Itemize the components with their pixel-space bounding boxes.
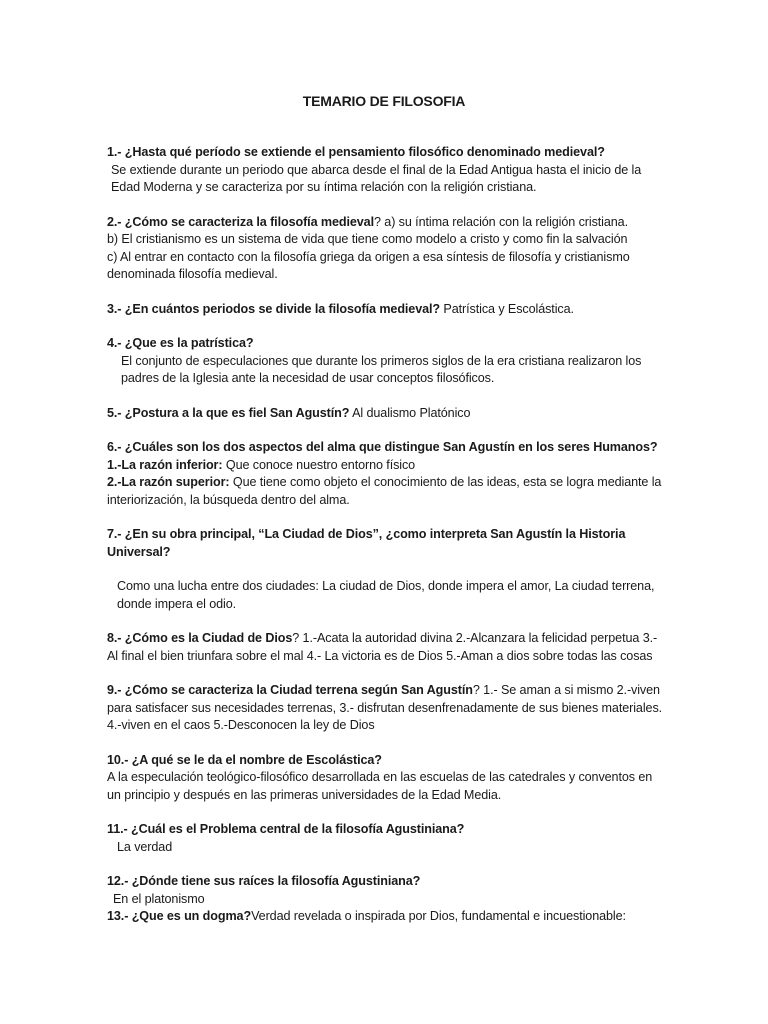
question-block-4: [107, 335, 667, 388]
answer-5: Al dualismo Platónico: [349, 405, 471, 420]
question-10: 10.- ¿A qué se le da el nombre de Escolástica?: [107, 752, 382, 767]
question-6: 6.- ¿Cuáles son los dos aspectos del alma que distingue San Agustín en los seres Humanos?: [107, 440, 658, 454]
question-3: 3.- ¿En cuántos periodos se divide la filosofía medieval?: [107, 301, 441, 316]
answer-9: ? 1.- Se aman a si mismo 2.-viven para satisfacer sus necesidades terrenas, 3.- disfrutan desenfrenadamente de sus bienes materiales. 4.-viven en el caos 5.-Desconocen la ley de Dios: [107, 683, 663, 732]
sub-text-6-1: Que conoce nuestro entorno físico: [222, 457, 416, 472]
document-body: [107, 144, 667, 943]
sub-label-6-2: 2.-La razón superior:: [107, 475, 230, 489]
answer-2b: b) El cristianismo es un sistema de vida que tiene como modelo a cristo y como fin la salvación: [107, 232, 628, 246]
question-13: 13.- ¿Que es un dogma?: [107, 909, 252, 923]
question-block-12: [107, 873, 667, 908]
answer-1: Se extiende durante un periodo que abarca desde el final de la Edad Antigua hasta el inicio de la Edad Moderna y se caracteriza por su íntima relación con la religión cristiana.: [111, 162, 642, 194]
question-4: 4.- ¿Que es la patrística?: [107, 336, 254, 350]
document-title: TEMARIO DE FILOSOFIA: [302, 93, 466, 109]
question-9: 9.- ¿Cómo se caracteriza la Ciudad terrena según San Agustín: [107, 683, 473, 697]
question-1: 1.- ¿Hasta qué período se extiende el pensamiento filosófico denominado medieval?: [107, 145, 605, 159]
question-block-2: [107, 214, 667, 284]
sub-text-6-2: Que tiene como objeto el conocimiento de las ideas, esta se logra mediante la interiorización, la búsqueda dentro del alma.: [107, 475, 662, 507]
question-11: 11.- ¿Cuál es el Problema central de la filosofía Agustiniana?: [107, 822, 465, 836]
question-12: 12.- ¿Dónde tiene sus raíces la filosofía Agustiniana?: [107, 874, 421, 888]
question-5: 5.- ¿Postura a la que es fiel San Agustín?: [107, 405, 350, 420]
question-8: 8.- ¿Cómo es la Ciudad de Dios: [107, 631, 293, 645]
sub-label-6-1: 1.-La razón inferior:: [107, 457, 223, 472]
answer-12: En el platonismo: [113, 891, 205, 906]
answer-4: El conjunto de especulaciones que durante los primeros siglos de la era cristiana realizaron los padres de la Iglesia ante la necesidad de usar conceptos filosóficos.: [121, 353, 642, 385]
answer-2c: c) Al entrar en contacto con la filosofía griega da origen a esa síntesis de filosofía y cristianismo denominada filosofía medieval.: [107, 249, 630, 281]
question-block-1: [107, 144, 667, 197]
answer-8: ? 1.-Acata la autoridad divina 2.-Alcanzara la felicidad perpetua 3.- Al final el bien triunfara sobre el mal 4.- La victoria es de Dios 5.-Aman a dios sobre todas las cosas: [107, 631, 658, 663]
question-block-7: [107, 526, 667, 613]
answer-13: Verdad revelada o inspirada por Dios, fundamental e incuestionable:: [251, 909, 626, 923]
question-block-11: [107, 821, 667, 856]
answer-2a: ? a) su íntima relación con la religión cristiana.: [373, 214, 628, 229]
question-block-6: [107, 439, 667, 509]
question-block-5: [107, 405, 667, 423]
question-block-3: [107, 301, 667, 319]
question-block-8: [107, 630, 667, 665]
question-7: 7.- ¿En su obra principal, “La Ciudad de Dios”, ¿como interpreta San Agustín la Historia Universal?: [107, 527, 626, 559]
question-block-9: [107, 682, 667, 735]
answer-3: Patrística y Escolástica.: [440, 301, 574, 316]
answer-10: A la especulación teológico-filosófico desarrollada en las escuelas de las catedrales y conventos en un principio y después en las primeras universidades de la Edad Media.: [107, 770, 653, 802]
answer-7: Como una lucha entre dos ciudades: La ciudad de Dios, donde impera el amor, La ciudad terrena, donde impera el odio.: [117, 579, 655, 611]
question-2: 2.- ¿Cómo se caracteriza la filosofía medieval: [107, 214, 374, 229]
question-block-13: [107, 908, 667, 926]
question-block-10: [107, 752, 667, 805]
answer-11: La verdad: [117, 839, 173, 854]
